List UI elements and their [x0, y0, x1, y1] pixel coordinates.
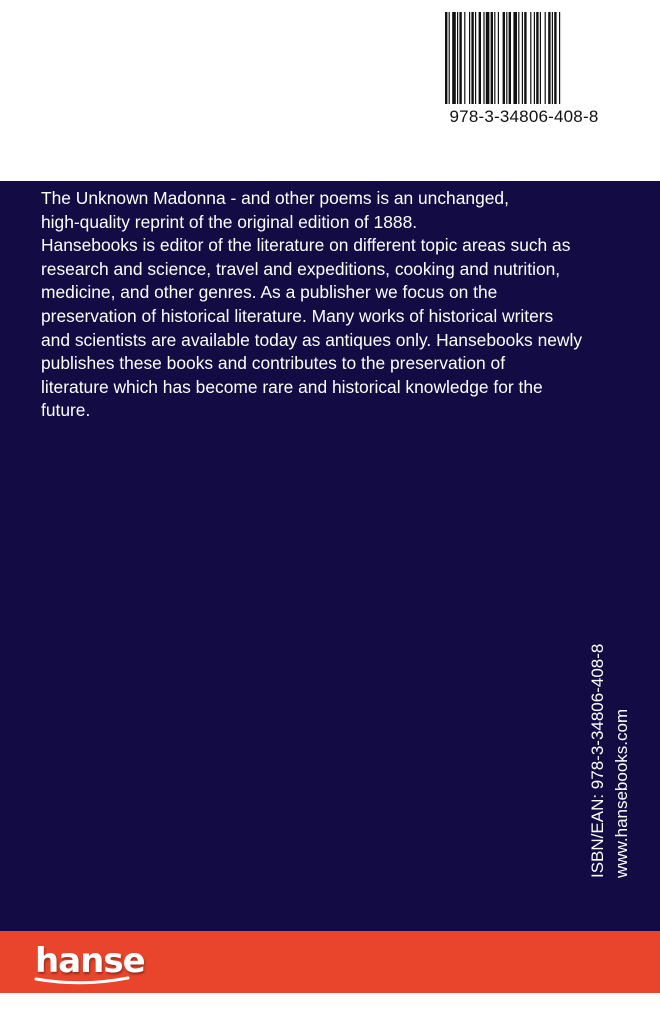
description-line: future.	[41, 400, 91, 421]
bottom-white-area	[0, 993, 660, 1020]
website-link[interactable]: www.hansebooks.com	[612, 708, 631, 878]
barcode-bars	[445, 12, 605, 104]
barcode	[440, 12, 608, 130]
description-line: Hansebooks is editor of the literature on different topic areas such as	[41, 235, 571, 256]
barcode-number: 978-3-34806-408-8	[449, 107, 599, 126]
description-line: The Unknown Madonna - and other poems is an unchanged,	[41, 188, 509, 208]
logo-swoosh-icon	[34, 975, 130, 987]
hanse-logo: hanse	[35, 941, 145, 981]
description-line: research and science, travel and expeditions, cooking and nutrition,	[41, 258, 561, 279]
spine-info	[586, 644, 634, 878]
description-line: preservation of historical literature. Many works of historical writers	[41, 305, 554, 326]
description-line: and scientists are available today as antiques only. Hansebooks newly	[41, 329, 583, 350]
description-line: publishes these books and contributes to the preservation of	[41, 353, 506, 374]
book-description	[41, 187, 631, 423]
description-line: medicine, and other genres. As a publisher we focus on the	[41, 282, 498, 303]
description-line: literature which has become rare and historical knowledge for the	[41, 376, 543, 397]
description-line: high-quality reprint of the original edition of 1888.	[41, 211, 418, 232]
isbn-label: ISBN/EAN: 978-3-34806-408-8	[588, 643, 607, 878]
